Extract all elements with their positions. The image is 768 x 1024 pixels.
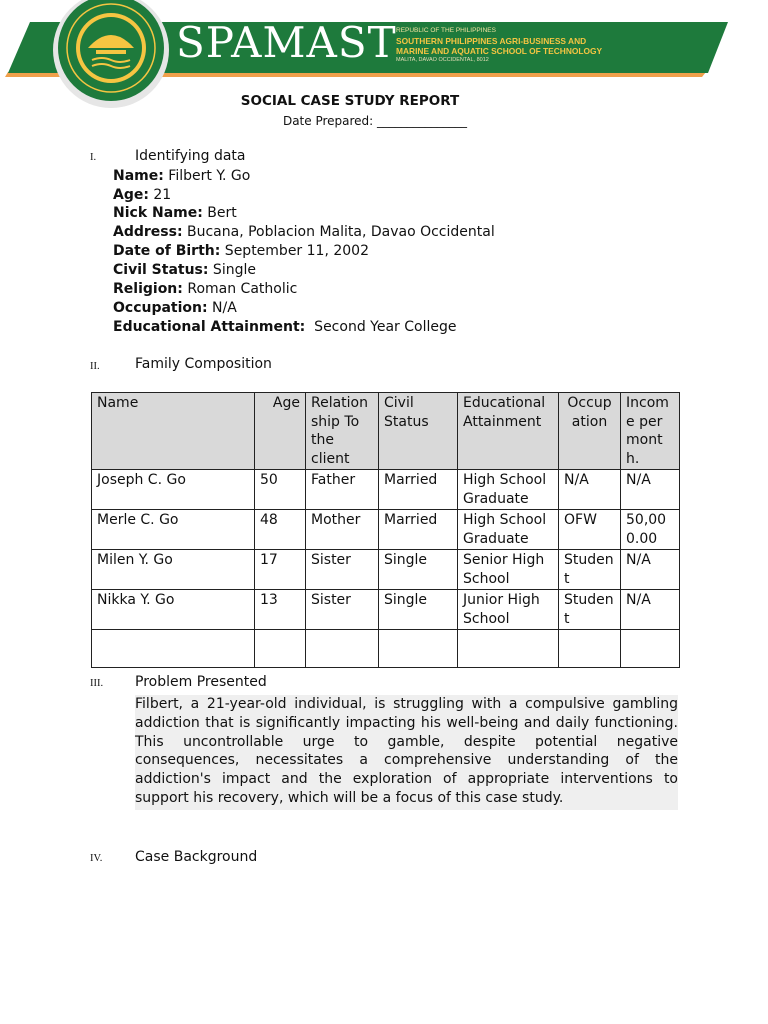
field-name-value: Filbert Y. Go (163, 168, 251, 184)
cell-empty (458, 630, 559, 668)
cell-civil-status: Single (379, 590, 458, 630)
cell-occupation: Studen t (559, 550, 621, 590)
cell-education: Senior High School (458, 550, 559, 590)
header-relationship: Relation ship To the client (306, 393, 379, 470)
brand-wordmark: SPAMAST (176, 18, 397, 67)
cell-age: 17 (255, 550, 306, 590)
table-row (92, 590, 680, 630)
cell-education: High School Graduate (458, 510, 559, 550)
field-nickname-label: Nick Name: (113, 205, 203, 221)
section-4-number: IV. (90, 853, 103, 864)
field-occupation-value: N/A (207, 300, 237, 316)
field-occupation-label: Occupation: (113, 300, 208, 316)
section-4-title: Case Background (135, 849, 258, 865)
field-age-label: Age: (113, 187, 149, 203)
cell-relationship: Mother (306, 510, 379, 550)
section-1-title: Identifying data (135, 148, 246, 164)
cell-income: 50,00 0.00 (621, 510, 680, 550)
report-title: SOCIAL CASE STUDY REPORT (240, 93, 460, 109)
table-row (92, 510, 680, 550)
field-education-value: Second Year College (305, 319, 457, 335)
table-row-empty (92, 630, 680, 668)
header-education: Educational Attainment (458, 393, 559, 470)
field-dob-label: Date of Birth: (113, 243, 221, 259)
cell-education: Junior High School (458, 590, 559, 630)
cell-civil-status: Married (379, 470, 458, 510)
school-name-line2: MARINE AND AQUATIC SCHOOL OF TECHNOLOGY (396, 46, 603, 56)
cell-age: 50 (255, 470, 306, 510)
header-age: Age (255, 393, 306, 470)
cell-empty (379, 630, 458, 668)
cell-name: Merle C. Go (92, 510, 255, 550)
cell-empty (92, 630, 255, 668)
cell-income: N/A (621, 470, 680, 510)
section-3-number: III. (90, 678, 104, 689)
section-3-title: Problem Presented (135, 674, 267, 690)
field-address-value: Bucana, Poblacion Malita, Davao Occidental (182, 224, 495, 240)
cell-income: N/A (621, 590, 680, 630)
field-age-value: 21 (148, 187, 172, 203)
school-address: MALITA, DAVAO OCCIDENTAL, 8012 (396, 57, 489, 63)
header-civil-status: Civil Status (379, 393, 458, 470)
cell-name: Joseph C. Go (92, 470, 255, 510)
cell-occupation: N/A (559, 470, 621, 510)
field-name (113, 168, 250, 184)
field-civil-label: Civil Status: (113, 262, 209, 278)
field-address-label: Address: (113, 224, 183, 240)
cell-age: 13 (255, 590, 306, 630)
field-civil-value: Single (208, 262, 256, 278)
cell-empty (255, 630, 306, 668)
republic-label: REPUBLIC OF THE PHILIPPINES (396, 27, 496, 34)
date-prepared: Date Prepared: _______________ (282, 114, 468, 128)
cell-occupation: Studen t (559, 590, 621, 630)
cell-empty (306, 630, 379, 668)
cell-civil-status: Married (379, 510, 458, 550)
family-composition-table (91, 392, 680, 668)
field-dob-value: September 11, 2002 (220, 243, 369, 259)
problem-paragraph: Filbert, a 21-year-old individual, is struggling with a compulsive gambling addiction that is significantly impacting his well-being and daily functioning. This uncontrollable urge to gamble, despite potential negative consequences, necessitates a comprehensive understanding of the addiction's impact and the exploration of appropriate interventions to support his recovery, which will be a focus of this case study. (135, 695, 678, 810)
section-2-title: Family Composition (135, 356, 272, 372)
section-1-number: I. (90, 152, 97, 163)
field-nickname-value: Bert (202, 205, 237, 221)
table-header-row (92, 393, 680, 470)
field-name-label: Name: (113, 168, 164, 184)
field-education (113, 319, 456, 335)
cell-relationship: Sister (306, 550, 379, 590)
field-nickname (113, 205, 237, 221)
cell-name: Nikka Y. Go (92, 590, 255, 630)
table-row (92, 550, 680, 590)
field-religion-label: Religion: (113, 281, 183, 297)
field-age (113, 187, 171, 203)
field-religion-value: Roman Catholic (182, 281, 298, 297)
cell-empty (621, 630, 680, 668)
cell-relationship: Father (306, 470, 379, 510)
field-education-label: Educational Attainment: (113, 319, 306, 335)
section-2-number: II. (90, 361, 100, 372)
cell-occupation: OFW (559, 510, 621, 550)
cell-name: Milen Y. Go (92, 550, 255, 590)
cell-education: High School Graduate (458, 470, 559, 510)
header-income: Incom e per mont h. (621, 393, 680, 470)
field-occupation (113, 300, 237, 316)
cell-empty (559, 630, 621, 668)
header-occupation: Occup ation (559, 393, 621, 470)
field-dob (113, 243, 369, 259)
school-name-line1: SOUTHERN PHILIPPINES AGRI-BUSINESS AND (396, 36, 587, 46)
field-address (113, 224, 495, 240)
cell-civil-status: Single (379, 550, 458, 590)
cell-age: 48 (255, 510, 306, 550)
field-religion (113, 281, 297, 297)
cell-relationship: Sister (306, 590, 379, 630)
field-civil-status (113, 262, 256, 278)
header-name: Name (92, 393, 255, 470)
table-row (92, 470, 680, 510)
cell-income: N/A (621, 550, 680, 590)
